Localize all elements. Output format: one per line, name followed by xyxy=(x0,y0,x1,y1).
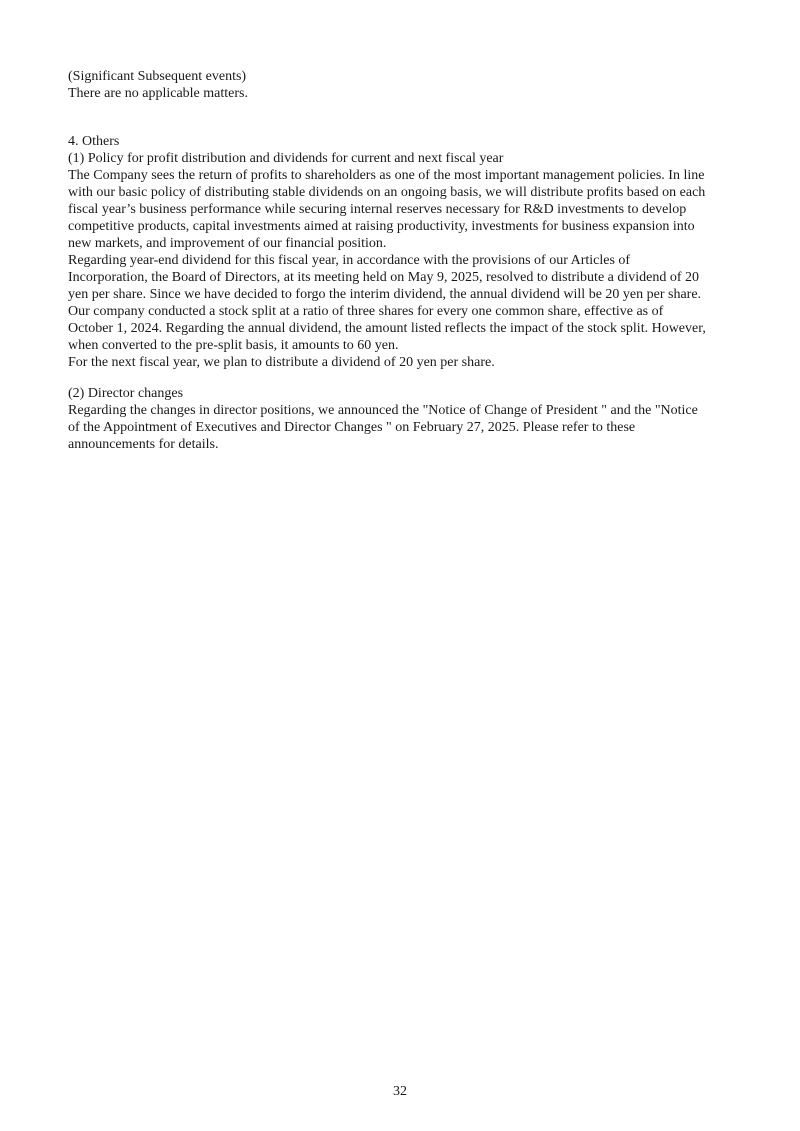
director-changes-heading: (2) Director changes xyxy=(68,386,184,401)
policy-line: yen per share. Since we have decided to forgo the interim dividend, the annual dividend will be 20 yen per share. xyxy=(68,287,702,302)
policy-line: with our basic policy of distributing stable dividends on an ongoing basis, we will distribute profits based on each xyxy=(68,185,706,200)
policy-line: new markets, and improvement of our financial position. xyxy=(68,236,387,251)
policy-line: when converted to the pre-split basis, it amounts to 60 yen. xyxy=(68,338,399,353)
page-number: 32 xyxy=(393,1084,407,1099)
subsequent-events-text: There are no applicable matters. xyxy=(68,86,248,101)
policy-line: October 1, 2024. Regarding the annual dividend, the amount listed reflects the impact of the stock split. However, xyxy=(68,321,706,336)
director-changes-line: of the Appointment of Executives and Director Changes " on February 27, 2025. Please refer to these xyxy=(68,420,636,435)
policy-paragraph xyxy=(68,167,748,371)
spacer xyxy=(68,102,748,133)
others-heading: 4. Others xyxy=(68,134,120,149)
director-changes-line: announcements for details. xyxy=(68,437,219,452)
subsequent-events-heading: (Significant Subsequent events) xyxy=(68,69,247,84)
document-page xyxy=(68,68,748,453)
spacer xyxy=(68,371,748,385)
policy-line: Our company conducted a stock split at a ratio of three shares for every one common share, effective as of xyxy=(68,304,664,319)
policy-line: fiscal year’s business performance while securing internal reserves necessary for R&D investments to develop xyxy=(68,202,687,217)
director-changes-line: Regarding the changes in director positions, we announced the "Notice of Change of President " and the "Notice xyxy=(68,403,698,418)
policy-line: Incorporation, the Board of Directors, at its meeting held on May 9, 2025, resolved to distribute a dividend of 20 xyxy=(68,270,700,285)
director-changes-paragraph xyxy=(68,402,748,453)
policy-heading: (1) Policy for profit distribution and dividends for current and next fiscal year xyxy=(68,151,504,166)
policy-line: For the next fiscal year, we plan to distribute a dividend of 20 yen per share. xyxy=(68,355,495,370)
policy-line: competitive products, capital investments aimed at raising productivity, investments for business expansion into xyxy=(68,219,695,234)
policy-line: Regarding year-end dividend for this fiscal year, in accordance with the provisions of our Articles of xyxy=(68,253,631,268)
policy-line: The Company sees the return of profits to shareholders as one of the most important management policies. In line xyxy=(68,168,705,183)
